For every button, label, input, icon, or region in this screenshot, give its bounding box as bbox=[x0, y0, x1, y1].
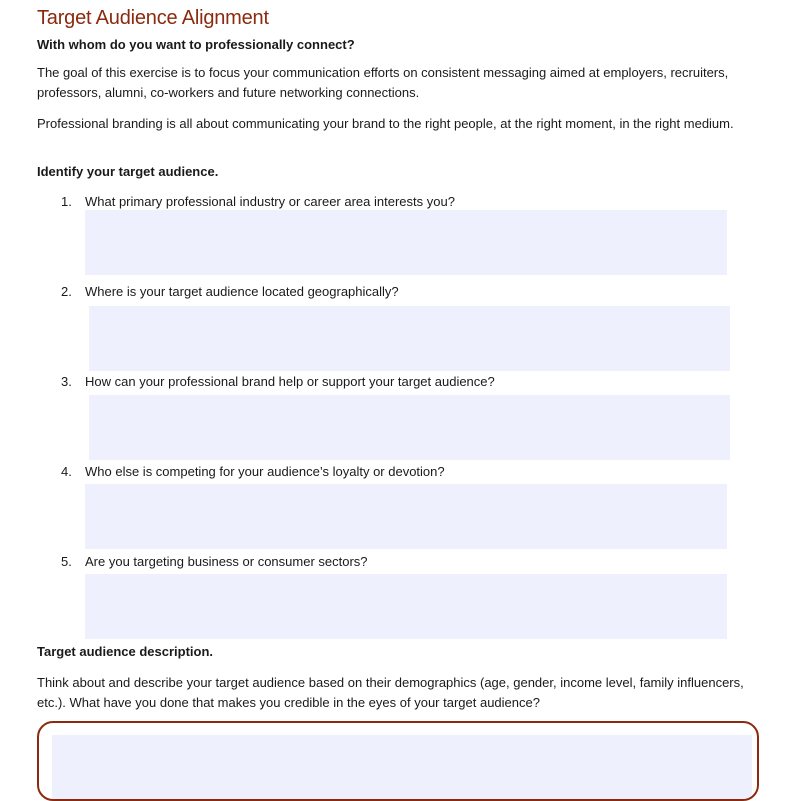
description-prompt: Think about and describe your target audience based on their demographics (age, gender, income level, family influencers, etc.). What have you done that makes you credible in the eyes of your target audience? bbox=[37, 675, 744, 710]
description-box bbox=[37, 721, 759, 801]
question-2-number: 2. bbox=[61, 284, 72, 299]
answer-2-field[interactable] bbox=[89, 306, 730, 371]
question-4-text: Who else is competing for your audience’s loyalty or devotion? bbox=[85, 464, 445, 479]
question-2-text: Where is your target audience located geographically? bbox=[85, 284, 399, 299]
page-title: Target Audience Alignment bbox=[37, 7, 269, 29]
answer-4-field[interactable] bbox=[85, 484, 727, 549]
page-subtitle: With whom do you want to professionally connect? bbox=[37, 37, 355, 52]
identify-heading: Identify your target audience. bbox=[37, 164, 219, 179]
question-4-number: 4. bbox=[61, 464, 72, 479]
answer-5-field[interactable] bbox=[85, 574, 727, 639]
question-2 bbox=[61, 284, 399, 299]
question-1-text: What primary professional industry or career area interests you? bbox=[85, 194, 455, 209]
question-5-text: Are you targeting business or consumer sectors? bbox=[85, 554, 368, 569]
question-3 bbox=[61, 374, 495, 389]
intro-paragraph-1: The goal of this exercise is to focus your communication efforts on consistent messaging aimed at employers, recruiters, professors, alumni, co-workers and future networking connections. bbox=[37, 65, 729, 100]
question-5 bbox=[61, 554, 368, 569]
answer-3-field[interactable] bbox=[89, 395, 730, 460]
question-3-number: 3. bbox=[61, 374, 72, 389]
question-3-text: How can your professional brand help or support your target audience? bbox=[85, 374, 495, 389]
description-heading: Target audience description. bbox=[37, 644, 214, 659]
question-1 bbox=[61, 194, 455, 209]
intro-paragraph-2: Professional branding is all about communicating your brand to the right people, at the right moment, in the right medium. bbox=[37, 116, 734, 131]
question-4 bbox=[61, 464, 445, 479]
answer-1-field[interactable] bbox=[85, 210, 727, 275]
description-answer-field[interactable] bbox=[52, 735, 752, 801]
question-1-number: 1. bbox=[61, 194, 72, 209]
question-5-number: 5. bbox=[61, 554, 72, 569]
